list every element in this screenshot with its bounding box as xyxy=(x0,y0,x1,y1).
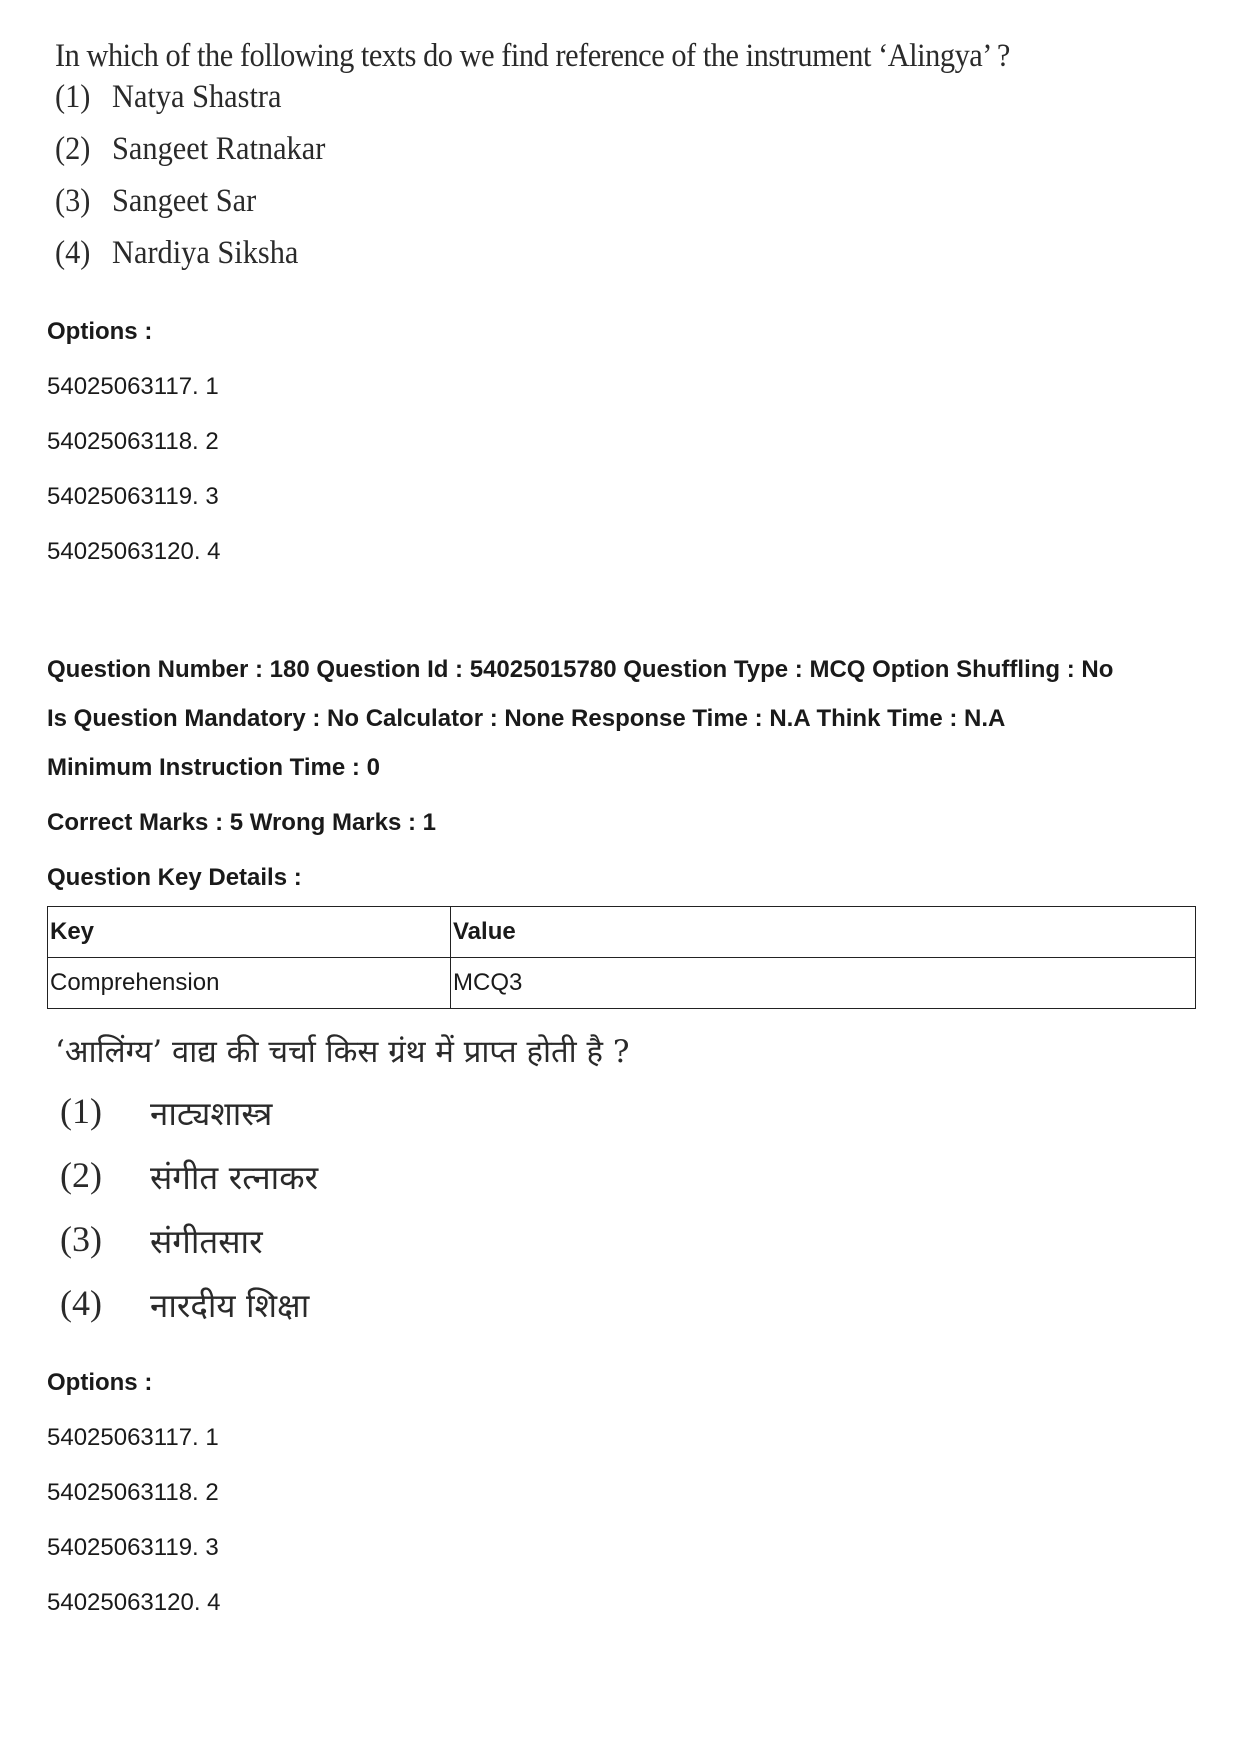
question-english xyxy=(55,38,1093,287)
choice-hindi-3 xyxy=(55,1218,629,1282)
option-item: 54025063120. 4 xyxy=(47,1589,221,1616)
choice-hindi-4 xyxy=(55,1282,629,1346)
table-cell-key: Comprehension xyxy=(48,958,451,1009)
choice-number: (4) xyxy=(55,235,91,271)
table-header-value: Value xyxy=(451,907,1196,958)
table-cell-value: MCQ3 xyxy=(451,958,1196,1009)
option-item: 54025063119. 3 xyxy=(47,1534,219,1561)
question-key-table xyxy=(47,906,1196,1009)
choice-text: नाट्यशास्त्र xyxy=(150,1094,273,1133)
choice-hindi-1 xyxy=(55,1090,629,1154)
choice-english-1 xyxy=(55,79,1010,131)
choice-number: (1) xyxy=(60,1091,102,1131)
choice-list-hindi xyxy=(55,1090,629,1346)
table-row xyxy=(48,958,1196,1009)
question-meta-line-3: Minimum Instruction Time : 0 xyxy=(47,754,380,781)
question-stem-hindi: ‘आलिंग्य’ वाद्य की चर्चा किस ग्रंथ में प्राप्त होती है ? xyxy=(55,1034,630,1070)
choice-text: Sangeet Sar xyxy=(112,183,257,219)
choice-text: नारदीय शिक्षा xyxy=(150,1286,310,1325)
key-details-heading: Question Key Details : xyxy=(47,864,302,891)
option-item: 54025063119. 3 xyxy=(47,483,219,510)
table-header-key: Key xyxy=(48,907,451,958)
question-meta-line-2: Is Question Mandatory : No Calculator : None Response Time : N.A Think Time : N.A xyxy=(47,705,1006,732)
question-hindi xyxy=(55,1030,629,1346)
choice-text: Natya Shastra xyxy=(112,79,282,115)
option-item: 54025063120. 4 xyxy=(47,538,221,565)
choice-hindi-2 xyxy=(55,1154,629,1218)
choice-english-3 xyxy=(55,183,1010,235)
choice-number: (3) xyxy=(55,183,91,219)
choice-number: (1) xyxy=(55,79,91,115)
option-item: 54025063118. 2 xyxy=(47,428,219,455)
choice-text: संगीत रत्नाकर xyxy=(150,1158,319,1197)
choice-text: Nardiya Siksha xyxy=(112,235,299,271)
options-heading: Options : xyxy=(47,1369,153,1396)
choice-number: (3) xyxy=(60,1219,102,1259)
choice-text: संगीतसार xyxy=(150,1222,263,1261)
choice-english-2 xyxy=(55,131,1010,183)
choice-english-4 xyxy=(55,235,1010,287)
choice-list-english xyxy=(55,79,1093,287)
options-heading: Options : xyxy=(47,318,153,345)
marks-line: Correct Marks : 5 Wrong Marks : 1 xyxy=(47,809,437,836)
choice-number: (2) xyxy=(60,1155,102,1195)
option-item: 54025063117. 1 xyxy=(47,1424,219,1451)
choice-number: (2) xyxy=(55,131,91,167)
table-header-row xyxy=(48,907,1196,958)
option-item: 54025063118. 2 xyxy=(47,1479,219,1506)
question-meta-line-1: Question Number : 180 Question Id : 54025015780 Question Type : MCQ Option Shuffling : No xyxy=(47,656,1114,683)
option-item: 54025063117. 1 xyxy=(47,373,219,400)
choice-text: Sangeet Ratnakar xyxy=(112,131,326,167)
question-stem-english: In which of the following texts do we find reference of the instrument ‘Alingya’ ? xyxy=(55,38,1010,74)
choice-number: (4) xyxy=(60,1283,102,1323)
